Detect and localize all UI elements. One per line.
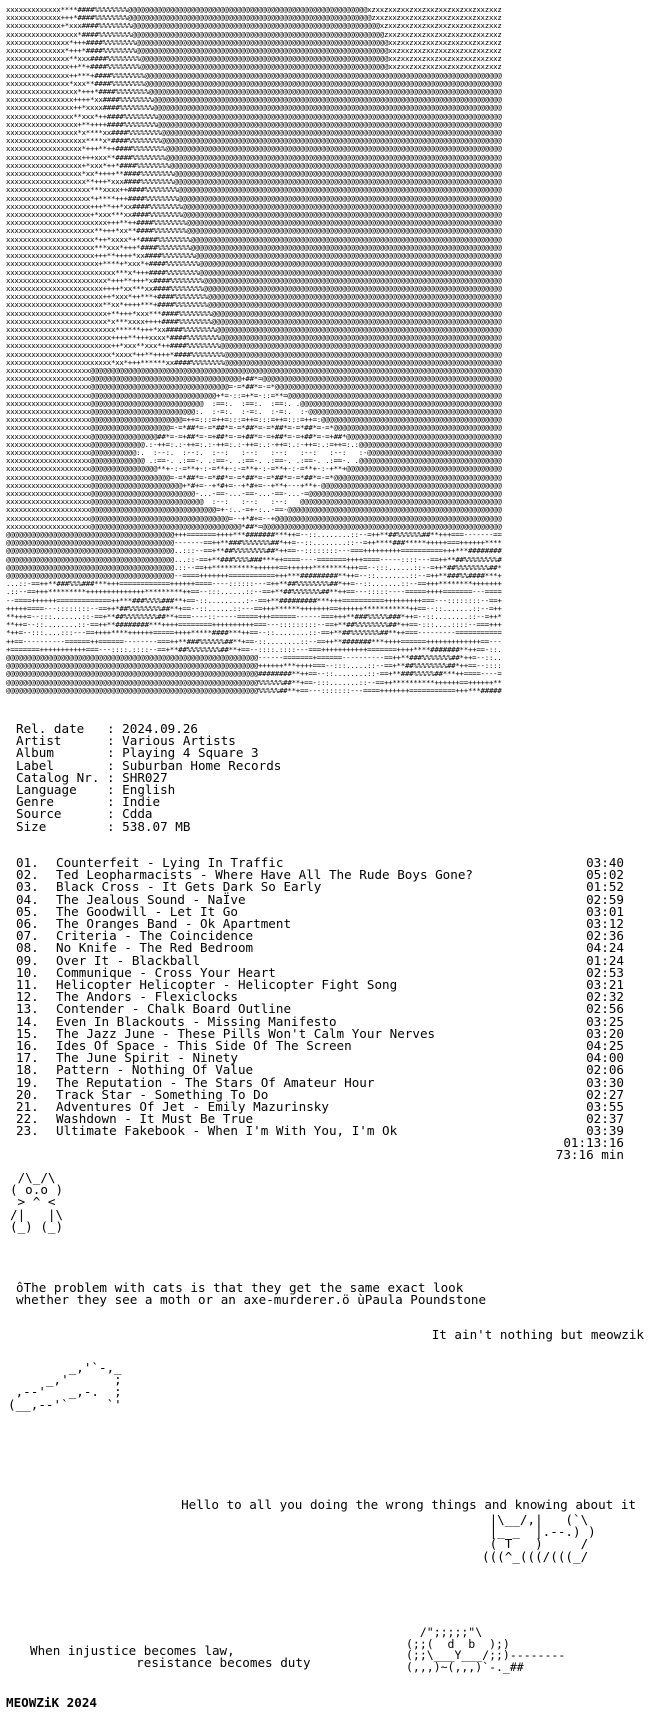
total-minutes: 73:16 min — [555, 1147, 624, 1163]
track-title: Ted Leopharmacists - Where Have All The Rude Boys Gone? — [56, 867, 474, 883]
track-number: 16. — [16, 1038, 39, 1054]
track-title: Criteria - The Coincidence — [56, 928, 254, 944]
track-duration: 03:30 — [586, 1074, 624, 1090]
track-number: 13. — [16, 1001, 39, 1017]
track-title: The June Spirit - Ninety — [56, 1050, 238, 1066]
info-value: Playing 4 Square 3 — [122, 745, 259, 761]
info-value: Indie — [122, 794, 161, 810]
info-value: Suburban Home Records — [122, 757, 282, 773]
track-title: Black Cross - It Gets Dark So Early — [56, 879, 322, 895]
info-value: 538.07 MB — [122, 818, 191, 834]
track-number: 14. — [16, 1013, 39, 1029]
track-number: 23. — [16, 1123, 39, 1139]
info-row: Size : 538.07 MB — [16, 818, 191, 834]
track-duration: 04:24 — [586, 940, 624, 956]
track-number: 12. — [16, 989, 39, 1005]
quote-line-1: ôThe problem with cats is that they get the same exact look — [16, 1280, 464, 1295]
info-row: Rel. date : 2024.09.26 — [16, 721, 198, 736]
track-duration: 04:25 — [586, 1038, 624, 1054]
signature: MEOWZiK 2024 — [6, 1695, 97, 1710]
track-title: Washdown - It Must Be True — [56, 1111, 254, 1127]
track-title: Adventures Of Jet - Emily Mazurinsky — [56, 1099, 329, 1115]
track-number: 03. — [16, 879, 39, 895]
track-duration: 02:59 — [586, 891, 624, 907]
hello-message: Hello to all you doing the wrong things and knowing about it — [181, 1497, 636, 1512]
track-title: No Knife - The Red Bedroom — [56, 940, 254, 956]
track-duration: 02:36 — [586, 928, 624, 944]
info-row: Label : Suburban Home Records — [16, 757, 282, 773]
info-value: 2024.09.26 — [122, 721, 198, 736]
track-title: Track Star - Something To Do — [56, 1086, 269, 1102]
info-row: Artist : Various Artists — [16, 733, 236, 749]
track-duration: 04:00 — [586, 1050, 624, 1066]
tagline: It ain't nothing but meowzik — [431, 1327, 644, 1342]
track-number: 05. — [16, 903, 39, 919]
info-row: Catalog Nr. : SHR027 — [16, 769, 168, 785]
track-number: 01. — [16, 855, 39, 870]
info-label: Language — [16, 782, 100, 798]
info-label: Label — [16, 757, 100, 773]
track-title: Contender - Chalk Board Outline — [56, 1001, 292, 1017]
track-duration: 02:32 — [586, 989, 624, 1005]
track-duration: 02:56 — [586, 1001, 624, 1017]
track-number: 21. — [16, 1099, 39, 1115]
ascii-cat-icon: /\_/\ ( o.o ) > ^ < /| |\ (_) (_) — [10, 1170, 64, 1234]
track-title: Helicopter Helicopter - Helicopter Fight Song — [56, 977, 398, 993]
info-value: Various Artists — [122, 733, 236, 749]
info-label: Source — [16, 806, 100, 822]
track-number: 07. — [16, 928, 39, 944]
track-title: Ides Of Space - This Side Of The Screen — [56, 1038, 352, 1054]
track-number: 08. — [16, 940, 39, 956]
track-number: 19. — [16, 1074, 39, 1090]
track-duration: 03:25 — [586, 1013, 624, 1029]
track-title: Counterfeit - Lying In Traffic — [56, 855, 284, 870]
track-number: 20. — [16, 1086, 39, 1102]
injustice-line-2: resistance becomes duty — [30, 1655, 311, 1671]
track-row — [16, 1125, 624, 1137]
info-value: Cdda — [122, 806, 153, 822]
track-title: Even In Blackouts - Missing Manifesto — [56, 1013, 337, 1029]
track-duration: 02:53 — [586, 964, 624, 980]
track-title: Over It - Blackball — [56, 952, 201, 968]
track-number: 04. — [16, 891, 39, 907]
track-number: 11. — [16, 977, 39, 993]
track-number: 18. — [16, 1062, 39, 1078]
info-row: Language : English — [16, 782, 176, 798]
info-label: Artist — [16, 733, 100, 749]
track-number: 17. — [16, 1050, 39, 1066]
info-value: SHR027 — [122, 769, 168, 785]
track-title: The Jealous Sound - NaÏve — [56, 891, 246, 907]
info-row: Album : Playing 4 Square 3 — [16, 745, 259, 761]
total-time: 01:13:16 — [563, 1135, 624, 1150]
track-title: The Goodwill - Let It Go — [56, 903, 238, 919]
track-duration: 01:52 — [586, 879, 624, 895]
track-duration: 03:21 — [586, 977, 624, 993]
track-duration: 03:40 — [586, 855, 624, 870]
track-title: Pattern - Nothing Of Value — [56, 1062, 254, 1078]
info-row: Source : Cdda — [16, 806, 153, 822]
track-number: 06. — [16, 916, 39, 932]
info-label: Size — [16, 818, 100, 834]
track-duration: 03:39 — [586, 1123, 624, 1139]
ascii-art-cover: xxxxxxxxxxxxx****####%%%%%%%%@@@@@@@@@@@@@@@@@@@@@@@@@@@@@@@@@@@@@@@@@@@@@@@@@@@@@@@@@xzxxzxxzxxzxxzxxzxxzxxzxxzxxzxxz xxxxxxxxxxxxx+++*####%%%%%%%%@@@@@@@@@@@@@@@@@@@@@@@@@@@@@@@@@@@@@@@@@@@@@@@@@@@@@@@@@@zxxzxxzxxzxxzxxzxxzxxzxxzxxzxxz xxxxxxxxxxxxx+*xxx####%%%%%%%%@@@@@@@@@@@@@@@@@@@@@@@@@@@@@@@@@@@@@@@@@@@@@@@@@@@@@@@@@@@xzxxzxxzxxzxxzxxzxxzxxzxxzxxz xxxxxxxxxxxxxxxxx*####%%%%%%%%@@@@@@@@@@@@@@@@@@@@@@@@@@@@@@@@@@@@@@@@@@@@@@@@@@@@@@@@@@@@zxxzxxzxxzxxzxxzxxzxxzxxzxxz xxxxxxxxxxxxxxx*+++####%%%%%%%%@@@@@@@@@@@@@@@@@@@@@@@@@@@@@@@@@@@@@@@@@@@@@@@@@@@@@@@@@@@@xxzxxzxxzxxzxxzxxzxxzxxzxxz xxxxxxxxxxxxxx*+++*####%%%%%%%%@@@@@@@@@@@@@@@@@@@@@@@@@@@@@@@@@@@@@@@@@@@@@@@@@@@@@@@@@@@@xxzxxzxxzxxzxxzxxzxxzxxzxxz xxxxxxxxxxxxxxx**xxx####%%%%%%%%@@@@@@@@@@@@@@@@@@@@@@@@@@@@@@@@@@@@@@@@@@@@@@@@@@@@@@@@@@@xxzxxzxxzxxzxxzxxzxxzxxzxxz xxxxxxxxxxxxxxx++**+####%%%%%%%%@@@@@@@@@@@@@@@@@@@@@@@@@@@@@@@@@@@@@@@@@@@@@@@@@@@@@@@@@@@xxzxxzxxzxxzxxzxxzxxzxxzxxz xxxxxxxxxxxxxxx++***+####%%%%%%%%@@@@@@@@@@@@@@@@@@@@@@@@@@@@@@@@@@@@@@@@@@@@@@@@@@@@@@@@@@@@@@@@@@@@@@@@@@@@@@@@@@@@@ xxxxxxxxxxxxxxx*xxx**####%%%%%%%%@@@@@@@@@@@@@@@@@@@@@@@@@@@@@@@@@@@@@@@@@@@@@@@@@@@@@@@@@@@@@@@@@@@@@@@@@@@@@@@@@@@@@ xxxxxxxxxxxxxxxxx*+++*####%%%%%%%%@@@@@@@@@@@@@@@@@@@@@@@@@@@@@@@@@@@@@@@@@@@@@@@@@@@@@@@@@@@@@@@@@@@@@@@@@@@@@@@@@@@@ xxxxxxxxxxxxxxxx++++*xx####%%%%%%%%@@@@@@@@@@@@@@@@@@@@@@@@@@@@@@@@@@@@@@@@@@@@@@@@@@@@@@@@@@@@@@@@@@@@@@@@@@@@@@@@@@@ xxxxxxxxxxxxxxxx++*xxxx####%%%%%%%%@@@@@@@@@@@@@@@@@@@@@@@@@@@@@@@@@@@@@@@@@@@@@@@@@@@@@@@@@@@@@@@@@@@@@@@@@@@@@@@@@@@ xxxxxxxxxxxxxxxx**xxx*++####%%%%%%%%@@@@@@@@@@@@@@@@@@@@@@@@@@@@@@@@@@@@@@@@@@@@@@@@@@@@@@@@@@@@@@@@@@@@@@@@@@@@@@@@@@ xxxxxxxxxxxxxxxxx+**++++####%%%%%%%%@@@@@@@@@@@@@@@@@@@@@@@@@@@@@@@@@@@@@@@@@@@@@@@@@@@@@@@@@@@@@@@@@@@@@@@@@@@@@@@@@@ xxxxxxxxxxxxxxxxx*x****xx####%%%%%%%%@@@@@@@@@@@@@@@@@@@@@@@@@@@@@@@@@@@@@@@@@@@@@@@@@@@@@@@@@@@@@@@@@@@@@@@@@@@@@@@@@ xxxxxxxxxxxxxxxxxxx****x*####%%%%%%%%@@@@@@@@@@@@@@@@@@@@@@@@@@@@@@@@@@@@@@@@@@@@@@@@@@@@@@@@@@@@@@@@@@@@@@@@@@@@@@@@@ xxxxxxxxxxxxxxxxxx*+++**++####%%%%%%%%@@@@@@@@@@@@@@@@@@@@@@@@@@@@@@@@@@@@@@@@@@@@@@@@@@@@@@@@@@@@@@@@@@@@@@@@@@@@@@@@ xxxxxxxxxxxxxxxxxx+++xxx**####%%%%%%%%@@@@@@@@@@@@@@@@@@@@@@@@@@@@@@@@@@@@@@@@@@@@@@@@@@@@@@@@@@@@@@@@@@@@@@@@@@@@@@@@ xxxxxxxxxxxxxxxxxx+*xxx*++*####%%%%%%%%@@@@@@@@@@@@@@@@@@@@@@@@@@@@@@@@@@@@@@@@@@@@@@@@@@@@@@@@@@@@@@@@@@@@@@@@@@@@@@@ xxxxxxxxxxxxxxxxxx*xx*++++**####%%%%%%%%@@@@@@@@@@@@@@@@@@@@@@@@@@@@@@@@@@@@@@@@@@@@@@@@@@@@@@@@@@@@@@@@@@@@@@@@@@@@@@ xxxxxxxxxxxxxxxxxxx**+++*xxx####%%%%%%%%@@@@@@@@@@@@@@@@@@@@@@@@@@@@@@@@@@@@@@@@@@@@@@@@@@@@@@@@@@@@@@@@@@@@@@@@@@@@@@ xxxxxxxxxxxxxxxxxxxx***xxxx++####%%%%%%%%@@@@@@@@@@@@@@@@@@@@@@@@@@@@@@@@@@@@@@@@@@@@@@@@@@@@@@@@@@@@@@@@@@@@@@@@@@@@@ xxxxxxxxxxxxxxxxxxxx*+****+++####%%%%%%%%@@@@@@@@@@@@@@@@@@@@@@@@@@@@@@@@@@@@@@@@@@@@@@@@@@@@@@@@@@@@@@@@@@@@@@@@@@@@@ xxxxxxxxxxxxxxxxxxxx+++**++*xx####%%%%%%%%@@@@@@@@@@@@@@@@@@@@@@@@@@@@@@@@@@@@@@@@@@@@@@@@@@@@@@@@@@@@@@@@@@@@@@@@@@@@ xxxxxxxxxxxxxxxxxxxx+*xxx***xx####%%%%%%%%@@@@@@@@@@@@@@@@@@@@@@@@@@@@@@@@@@@@@@@@@@@@@@@@@@@@@@@@@@@@@@@@@@@@@@@@@@@@ xxxxxxxxxxxxxxxxxxxxxxxx+++**++####%%%%%%%%@@@@@@@@@@@@@@@@@@@@@@@@@@@@@@@@@@@@@@@@@@@@@@@@@@@@@@@@@@@@@@@@@@@@@@@@@@@ xxxxxxxxxxxxxxxxxxxxx**+++*xx**####%%%%%%%%@@@@@@@@@@@@@@@@@@@@@@@@@@@@@@@@@@@@@@@@@@@@@@@@@@@@@@@@@@@@@@@@@@@@@@@@@@@ xxxxxxxxxxxxxxxxxxxxx*++*xxxx*+*####%%%%%%%%@@@@@@@@@@@@@@@@@@@@@@@@@@@@@@@@@@@@@@@@@@@@@@@@@@@@@@@@@@@@@@@@@@@@@@@@@@ xxxxxxxxxxxxxxxxxxxxx***xxx*+++*####%%%%%%%%@@@@@@@@@@@@@@@@@@@@@@@@@@@@@@@@@@@@@@@@@@@@@@@@@@@@@@@@@@@@@@@@@@@@@@@@@@ xxxxxxxxxxxxxxxxxxxxx+++**++++*xx####%%%%%%%%@@@@@@@@@@@@@@@@@@@@@@@@@@@@@@@@@@@@@@@@@@@@@@@@@@@@@@@@@@@@@@@@@@@@@@@@@ xxxxxxxxxxxxxxxxxxxxxx+****+*xxx*+####%%%%%%%%@@@@@@@@@@@@@@@@@@@@@@@@@@@@@@@@@@@@@@@@@@@@@@@@@@@@@@@@@@@@@@@@@@@@@@@@ xxxxxxxxxxxxxxxxxxxxxxxxxx***x*+++####%%%%%%%%@@@@@@@@@@@@@@@@@@@@@@@@@@@@@@@@@@@@@@@@@@@@@@@@@@@@@@@@@@@@@@@@@@@@@@@@ xxxxxxxxxxxxxxxxxxxxxxxx*+++**+++*x####%%%%%%%%@@@@@@@@@@@@@@@@@@@@@@@@@@@@@@@@@@@@@@@@@@@@@@@@@@@@@@@@@@@@@@@@@@@@@@@ xxxxxxxxxxxxxxxxxxxxxxx++++*xx***xx####%%%%%%%%@@@@@@@@@@@@@@@@@@@@@@@@@@@@@@@@@@@@@@@@@@@@@@@@@@@@@@@@@@@@@@@@@@@@@@@ xxxxxxxxxxxxxxxxxxxxxxx++*xxx*++***+####%%%%%%%%@@@@@@@@@@@@@@@@@@@@@@@@@@@@@@@@@@@@@@@@@@@@@@@@@@@@@@@@@@@@@@@@@@@@@@ xxxxxxxxxxxxxxxxxxxxxxx**xx*++++***+####%%%%%%%%@@@@@@@@@@@@@@@@@@@@@@@@@@@@@@@@@@@@@@@@@@@@@@@@@@@@@@@@@@@@@@@@@@@@@@ xxxxxxxxxxxxxxxxxxxxxxxx+**+++*xxx***####%%%%%%%%@@@@@@@@@@@@@@@@@@@@@@@@@@@@@@@@@@@@@@@@@@@@@@@@@@@@@@@@@@@@@@@@@@@@@ xxxxxxxxxxxxxxxxxxxxxxxx*x***xxxx++++####%%%%%%%%@@@@@@@@@@@@@@@@@@@@@@@@@@@@@@@@@@@@@@@@@@@@@@@@@@@@@@@@@@@@@@@@@@@@@ xxxxxxxxxxxxxxxxxxxxxxxxxx******+++*xx####%%%%%%%%@@@@@@@@@@@@@@@@@@@@@@@@@@@@@@@@@@@@@@@@@@@@@@@@@@@@@@@@@@@@@@@@@@@@ xxxxxxxxxxxxxxxxxxxxxxxxx++++**+++xxxx*####%%%%%%%%@@@@@@@@@@@@@@@@@@@@@@@@@@@@@@@@@@@@@@@@@@@@@@@@@@@@@@@@@@@@@@@@@@@ xxxxxxxxxxxxxxxxxxxxxxxxx++*xxx**xxx*++####%%%%%%%%@@@@@@@@@@@@@@@@@@@@@@@@@@@@@@@@@@@@@@@@@@@@@@@@@@@@@@@@@@@@@@@@@@@ xxxxxxxxxxxxxxxxxxxxxxxxx*xxxx*++**++++*####%%%%%%%%@@@@@@@@@@@@@@@@@@@@@@@@@@@@@@@@@@@@@@@@@@@@@@@@@@@@@@@@@@@@@@@@@@ xxxxxxxxxxxxxxxxxxxxxxxxx*xx*+++******xx####%%%%%%%%@@@@@@@@@@@@@@@@@@@@@@@@@@@@@@@@@@@@@@@@@@@@@@@@@@@@@@@@@@@@@@@@@@ xxxxxxxxxxxxxxxxxxxx@@@@@@@@@@@@@@@@@@@@@@@@@@@@@@@@@@@@@@@@@@@@@@@@@@@@@@@@@@@@@@@@@@@@@@@@@@@@@@@@@@@@@@@@@@@@@@@@@@ xxxxxxxxxxxxxxxxxxxx@@@@@@@@@@@@@@@@@@@@@@@@@@@@@@@@@@@@+##*=@@@@@@@@@@@@@@@@@@@@@@@@@@@@@@@@@@@@@@@@@@@@@@@@@@@@@@@@@ xxxxxxxxxxxxxxxxxxxx@@@@@@@@@@@@@@@@@@@@@@@@@@@@@@@@@=-=*##*=-=*@@@@@@@@@@@@@@@@@@@@@@@@@@@@@@@@@@@@@@@@@@@@@@@@@@@@@@ xxxxxxxxxxxxxxxxxxxx@@@@@@@@@@@@@@@@@@@@@@@@@@@@@@+*=-::=+*=-::=**=@@@@@@@@@@@@@@@@@@@@@@@@@@@@@@@@@@@@@@@@@@@@@@@@@@@ xxxxxxxxxxxxxxxxxxxx@@@@@@@@@@@@@@@@@@@@@@@@@@@ :==:. :==:. :==:. .@@@@@@@@@@@@@@@@@@@@@@@@@@@@@@@@@@@@@@@@@@@@@@@@ xxxxxxxxxxxxxxxxxxxx@@@@@@@@@@@@@@@@@@@@@@@@@:. :-=:. :-=:. :-=:. :-@@@@@@@@@@@@@@@@@@@@@@@@@@@@@@@@@@@@@@@@@@@@@@ xxxxxxxxxxxxxxxxxxxx@@@@@@@@@@@@@@@@@@@@@@=++=:::=++=:::=++=:::=++=:::=++=:@@@@@@@@@@@@@@@@@@@@@@@@@@@@@@@@@@@@@@@@@@@ xxxxxxxxxxxxxxxxxxxx@@@@@@@@@@@@@@@@@@@=-=*##*=-=*##*=-=*##*=-=*##*=-=*##*=-=*@@@@@@@@@@@@@@@@@@@@@@@@@@@@@@@@@@@@@@@@ xxxxxxxxxxxxxxxxxxxx@@@@@@@@@@@@@@@@##*=-=+##*=-=+##*=-=+##*=-=+##*=-=+##*=-=+##*@@@@@@@@@@@@@@@@@@@@@@@@@@@@@@@@@@@@@ xxxxxxxxxxxxxxxxxxxx@@@@@@@@@@@@@.:-++=:.:-++=:.:-++=:.:-++=:.:-++=:.:-++=:.:=++=:.:@@@@@@@@@@@@@@@@@@@@@@@@@@@@@@@@@@ xxxxxxxxxxxxxxxxxxxx@@@@@@@@@@@:. :--:. :--:. :--: :--: :--: :--: :--: :-@@@@@@@@@@@@@@@@@@@@@@@@@@@@@@@@ xxxxxxxxxxxxxxxxxxxx@@@@@@@@@@@@@ .:==-. .:==-. .:==-. .:==-. .:==-. .:==-. .:==-. .@@@@@@@@@@@@@@@@@@@@@@@@@@@@@@@@@@ xxxxxxxxxxxxxxxxxxxx@@@@@@@@@@@@@@@@**+-:-=**+-:-=**+-:-=**+-:-=**+-:-=**+-:-+**+@@@@@@@@@@@@@@@@@@@@@@@@@@@@@@@@@@@@@ xxxxxxxxxxxxxxxxxxxx@@@@@@@@@@@@@@@@@@@=-=*##*=-=*##*=-=*##*=-=*##*=-=*##*=-=*@@@@@@@@@@@@@@@@@@@@@@@@@@@@@@@@@@@@@@@@ xxxxxxxxxxxxxxxxxxxx@@@@@@@@@@@@@@@@@@@@@@+*#+=--+*#+=--+*#+=--+**+---+**+-@@@@@@@@@@@@@@@@@@@@@@@@@@@@@@@@@@@@@@@@@@@ xxxxxxxxxxxxxxxxxxxx@@@@@@@@@@@@@@@@@@@@@@@@@-...-==-...-==-...-==-...-=@@@@@@@@@@@@@@@@@@@@@@@@@@@@@@@@@@@@@@@@@@@@@@ xxxxxxxxxxxxxxxxxxxx@@@@@@@@@@@@@@@@@@@@@@@@@@@ :--: :--: :--: @@@@@@@@@@@@@@@@@@@@@@@@@@@@@@@@@@@@@@@@@@@@@@@@ xxxxxxxxxxxxxxxxxxxx@@@@@@@@@@@@@@@@@@@@@@@@@@@@@@=+-:..-=+-:..-==-@@@@@@@@@@@@@@@@@@@@@@@@@@@@@@@@@@@@@@@@@@@@@@@@@@@ xxxxxxxxxxxxxxxxxxxx@@@@@@@@@@@@@@@@@@@@@@@@@@@@@@@@@=--+*#+=--+@@@@@@@@@@@@@@@@@@@@@@@@@@@@@@@@@@@@@@@@@@@@@@@@@@@@@@ xxxxxxxxxxxxxxxxxxxx@@@@@@@@@@@@@@@@@@@@@@@@@@@@@@@@@@@@*##*=@@@@@@@@@@@@@@@@@@@@@@@@@@@@@@@@@@@@@@@@@@@@@@@@@@@@@@@@@ @@@@@@@@@@@@@@@@@@@@@@@@@@@@@@@@@@@@@@@@+++=======++++***#######***++=--::........::--=++**##%%%%%%##**+++===-------== @@@@@@@@@@@@@@@@@@@@@@@@@@@@@@@@@@@@@@@@-------==++**###%%%%%%%##*++=--::........::--=++****###*****+++++===++++++**** @@@@@@@@@@@@@@@@@@@@@@@@@@@@@@@@@@@@@@@@..:::--==+**##%%%%%%%%##*++==--::::::::---===+++++++++==========+++***######## @@@@@@@@@@@@@@@@@@@@@@@@@@@@@@@@@@@@@@@@...::-==+**###%%%%###***++====----=======++++====-----::::---==++**##%%%%%%%%# @@@@@@@@@@@@@@@@@@@@@@@@@@@@@@@@@@@@@@@@.::--==++**********++++++==++++++********+++==--:::......::--=++*##%%%%%%%%##* @@@@@@@@@@@@@@@@@@@@@@@@@@@@@@@@@@@@@@@@--====+++++++===========+++***#########**++=--::........::--=++**###%%####***+ ...::-==++**###%%%###***+++============++++++====----::::::---=++**##%%%%%%%%##*++=--::.......::--==+++********+++++++ .::--==+++*********++++++++++++++*********++==--:::......::--==+**##%%%%%%%##**++==---:::::----=====++++=======---==== --====++++++=============++***###%%%%###**+==-::.........:--==+**#########***+++==========+++++++++===---::::::::--==+ +++++====---::::::::--==++*##%%%%%%%%##**+==--::......::---==+++******+++++++==++++++***********++==--::.......::--=++ **+++=--:::.......::-==+**##%%%%%%%%##**+===----::-----=====+++======------===+++**###%%%%%###*++=--::........::--=++* **++=--::........::-==++**########***++++========++++++++++===---:::::::::--==+**##%%%%%%%%##*++==-:::....::::--===+++ *++=--:::....:::---==++++****++++++=====++++*****####***++==--::........::-==+**##%%%%%%%##**++===---------=========== ++==----------======++======--------===++**###%%%%%%##**+==-::........::--==++**#######***++++======+++++++++++++==--- +=======+++++++++++===---::::.::::--==+**##%%%%%%%%##**+==--::::.::::---===+++++++++++=======++++****#######**++==-::. @@@@@@@@@@@@@@@@@@@@@@@@@@@@@@@@@@@@@@@@@@@@@@@@@@@@@@@@@@@@------=======+======----------==++**###%%%%%%%##*++=--::.. @@@@@@@@@@@@@@@@@@@@@@@@@@@@@@@@@@@@@@@@@@@@@@@@@@@@@@@@@@@@++++++***++++===--:::.....::--==+**##%%%%%%%%##*++==--:::: @@@@@@@@@@@@@@@@@@@@@@@@@@@@@@@@@@@@@@@@@@@@@@@@@@@@@@@@@@@@########**++==--::........::-==+**###%%%%%##***++====----= @@@@@@@@@@@@@@@@@@@@@@@@@@@@@@@@@@@@@@@@@@@@@@@@@@@@@@@@@@@@%%%%%%##**+==-:::.......::--==++**********++++++==++++++** @@@@@@@@@@@@@@@@@@@@@@@@@@@@@@@@@@@@@@@@@@@@@@@@@@@@@@@@@@@@%%%%%##**+==---:::::::---====+++++++===========+++***##### — [6, 6, 502, 695]
track-title: The Reputation - The Stars Of Amateur Hour — [56, 1074, 375, 1090]
info-value: English — [122, 782, 176, 798]
track-duration: 03:55 — [586, 1099, 624, 1115]
ascii-cat-face-icon: /";;;;;"\ (;;( d b );) (;;\___Y___/;;)-------- (,,,)~(,,,)`-._## — [406, 1625, 566, 1674]
track-number: 22. — [16, 1111, 39, 1127]
info-label: Rel. date — [16, 721, 100, 736]
track-duration: 01:24 — [586, 952, 624, 968]
ascii-cat-icon-2: |\__/,| (`\ |_ _ |.--.) ) ( T ) / (((^_(((/(((_/ — [482, 1512, 596, 1564]
track-duration: 02:37 — [586, 1111, 624, 1127]
track-number: 02. — [16, 867, 39, 883]
quote-line-2: whether they see a moth or an axe-murderer.ö ùPaula Poundstone — [16, 1292, 487, 1308]
info-label: Catalog Nr. — [16, 769, 100, 785]
track-title: Communique - Cross Your Heart — [56, 964, 276, 980]
injustice-line-1: When injustice becomes law, — [30, 1643, 235, 1658]
track-duration: 03:12 — [586, 916, 624, 932]
track-number: 09. — [16, 952, 39, 968]
track-duration: 03:01 — [586, 903, 624, 919]
track-title: The Andors - Flexiclocks — [56, 989, 238, 1005]
ascii-sleeping-cat-icon: _,'`-,_ _,' ; ,--' _,-. ; (__,--'` `' — [8, 1360, 122, 1412]
track-duration: 03:20 — [586, 1025, 624, 1041]
track-title: The Oranges Band - Ok Apartment — [56, 916, 292, 932]
injustice-quote — [30, 1645, 311, 1669]
track-duration: 02:06 — [586, 1062, 624, 1078]
track-duration: 02:27 — [586, 1086, 624, 1102]
cat-quote — [16, 1282, 486, 1306]
info-row: Genre : Indie — [16, 794, 161, 810]
total-duration — [16, 1137, 624, 1161]
track-number: 10. — [16, 964, 39, 980]
track-title: Ultimate Fakebook - When I'm With You, I'm Ok — [56, 1123, 398, 1139]
track-title: The Jazz June - These Pills Won't Calm Your Nerves — [56, 1025, 436, 1041]
info-label: Genre — [16, 794, 100, 810]
track-number: 15. — [16, 1025, 39, 1041]
track-duration: 05:02 — [586, 867, 624, 883]
tracklist — [16, 857, 624, 1138]
release-info — [16, 723, 281, 833]
info-label: Album — [16, 745, 100, 761]
